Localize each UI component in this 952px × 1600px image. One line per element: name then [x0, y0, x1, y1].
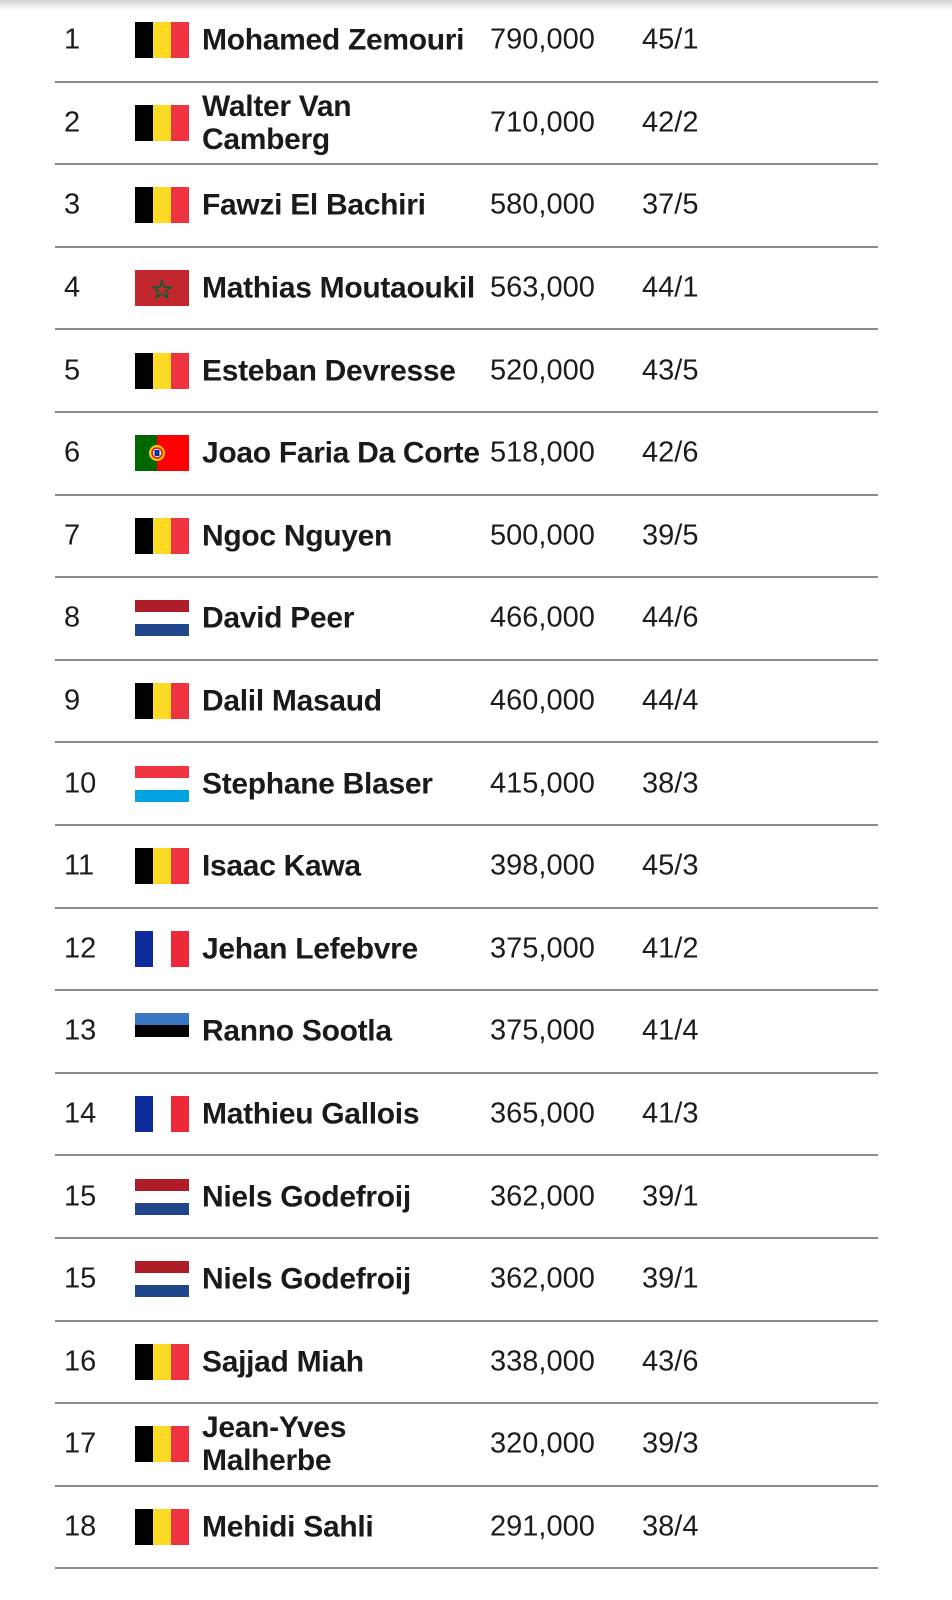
stat-cell: 38/3	[642, 767, 699, 800]
stat-cell: 39/5	[642, 519, 699, 552]
stat-cell: 41/4	[642, 1014, 699, 1047]
rank-cell: 14	[64, 1097, 97, 1130]
value-cell: 500,000	[490, 519, 595, 552]
flag-belgium-icon	[135, 353, 189, 389]
stat-cell: 43/5	[642, 354, 699, 387]
player-name: Jehan Lefebvre	[202, 932, 418, 966]
player-name: Sajjad Miah	[202, 1345, 364, 1379]
value-cell: 398,000	[490, 849, 595, 882]
table-row	[55, 165, 878, 248]
table-row	[55, 578, 878, 661]
stat-cell: 39/3	[642, 1427, 699, 1460]
flag-belgium-icon	[135, 187, 189, 223]
rank-cell: 18	[64, 1510, 97, 1543]
value-cell: 466,000	[490, 601, 595, 634]
player-name: Esteban Devresse	[202, 354, 456, 388]
flag-netherlands-icon	[135, 1179, 189, 1215]
table-row	[55, 83, 878, 166]
player-name: Stephane Blaser	[202, 767, 433, 801]
table-row	[55, 1239, 878, 1322]
value-cell: 362,000	[490, 1180, 595, 1213]
table-row	[55, 1487, 878, 1570]
rank-cell: 9	[64, 684, 81, 717]
table-row	[55, 248, 878, 331]
value-cell: 338,000	[490, 1345, 595, 1378]
rank-cell: 1	[64, 23, 81, 56]
value-cell: 291,000	[490, 1510, 595, 1543]
value-cell: 580,000	[490, 188, 595, 221]
table-row	[55, 826, 878, 909]
flag-belgium-icon	[135, 1344, 189, 1380]
player-name: David Peer	[202, 601, 355, 635]
flag-belgium-icon	[135, 105, 189, 141]
rank-cell: 7	[64, 519, 81, 552]
flag-luxembourg-icon	[135, 766, 189, 802]
flag-belgium-icon	[135, 1509, 189, 1545]
stat-cell: 38/4	[642, 1510, 699, 1543]
value-cell: 563,000	[490, 271, 595, 304]
stat-cell: 41/2	[642, 932, 699, 965]
table-row	[55, 1404, 878, 1487]
table-row	[55, 661, 878, 744]
stat-cell: 44/1	[642, 271, 699, 304]
rank-cell: 11	[64, 849, 95, 882]
rank-cell: 5	[64, 354, 81, 387]
player-name: Joao Faria Da Corte	[202, 436, 480, 470]
value-cell: 320,000	[490, 1427, 595, 1460]
stat-cell: 39/1	[642, 1262, 699, 1295]
table-row	[55, 413, 878, 496]
table-row	[55, 0, 878, 83]
value-cell: 365,000	[490, 1097, 595, 1130]
rank-cell: 13	[64, 1014, 97, 1047]
stat-cell: 45/1	[642, 23, 699, 56]
player-name: Niels Godefroij	[202, 1262, 411, 1296]
rank-cell: 2	[64, 106, 81, 139]
flag-morocco-icon	[135, 270, 189, 306]
table-row	[55, 909, 878, 992]
table-row	[55, 1074, 878, 1157]
flag-belgium-icon	[135, 1426, 189, 1462]
value-cell: 520,000	[490, 354, 595, 387]
table-row	[55, 1322, 878, 1405]
stat-cell: 44/4	[642, 684, 699, 717]
player-name: Mohamed Zemouri	[202, 23, 465, 57]
flag-netherlands-icon	[135, 1261, 189, 1297]
ranking-table	[55, 0, 878, 1569]
player-name: Niels Godefroij	[202, 1180, 411, 1214]
rank-cell: 3	[64, 188, 81, 221]
stat-cell: 42/2	[642, 106, 699, 139]
stat-cell: 41/3	[642, 1097, 699, 1130]
flag-france-icon	[135, 931, 189, 967]
value-cell: 362,000	[490, 1262, 595, 1295]
rank-cell: 6	[64, 436, 81, 469]
flag-netherlands-icon	[135, 600, 189, 636]
flag-portugal-icon	[135, 435, 189, 471]
stat-cell: 42/6	[642, 436, 699, 469]
value-cell: 415,000	[490, 767, 595, 800]
value-cell: 375,000	[490, 932, 595, 965]
flag-belgium-icon	[135, 683, 189, 719]
player-name: Mathieu Gallois	[202, 1097, 420, 1131]
stat-cell: 45/3	[642, 849, 699, 882]
rank-cell: 10	[64, 767, 97, 800]
player-name: Mathias Moutaoukil	[202, 271, 475, 305]
rank-cell: 15	[64, 1262, 97, 1295]
player-name: Dalil Masaud	[202, 684, 382, 718]
value-cell: 375,000	[490, 1014, 595, 1047]
rank-cell: 8	[64, 601, 81, 634]
flag-france-icon	[135, 1096, 189, 1132]
table-row	[55, 330, 878, 413]
flag-belgium-icon	[135, 22, 189, 58]
flag-belgium-icon	[135, 518, 189, 554]
table-row	[55, 743, 878, 826]
player-name: Mehidi Sahli	[202, 1510, 374, 1544]
rank-cell: 17	[64, 1427, 97, 1460]
stat-cell: 44/6	[642, 601, 699, 634]
stat-cell: 43/6	[642, 1345, 699, 1378]
player-name: Walter Van Camberg	[202, 89, 352, 156]
value-cell: 790,000	[490, 23, 595, 56]
stat-cell: 37/5	[642, 188, 699, 221]
table-row	[55, 991, 878, 1074]
table-row	[55, 1156, 878, 1239]
rank-cell: 15	[64, 1180, 97, 1213]
value-cell: 710,000	[490, 106, 595, 139]
stat-cell: 39/1	[642, 1180, 699, 1213]
player-name: Isaac Kawa	[202, 849, 361, 883]
player-name: Ngoc Nguyen	[202, 519, 393, 553]
value-cell: 460,000	[490, 684, 595, 717]
flag-belgium-icon	[135, 848, 189, 884]
rank-cell: 16	[64, 1345, 97, 1378]
value-cell: 518,000	[490, 436, 595, 469]
rank-cell: 4	[64, 271, 81, 304]
table-row	[55, 496, 878, 579]
player-name: Jean-Yves Malherbe	[202, 1411, 347, 1478]
rank-cell: 12	[64, 932, 97, 965]
flag-estonia-icon	[135, 1013, 189, 1049]
player-name: Ranno Sootla	[202, 1014, 392, 1048]
player-name: Fawzi El Bachiri	[202, 188, 426, 222]
